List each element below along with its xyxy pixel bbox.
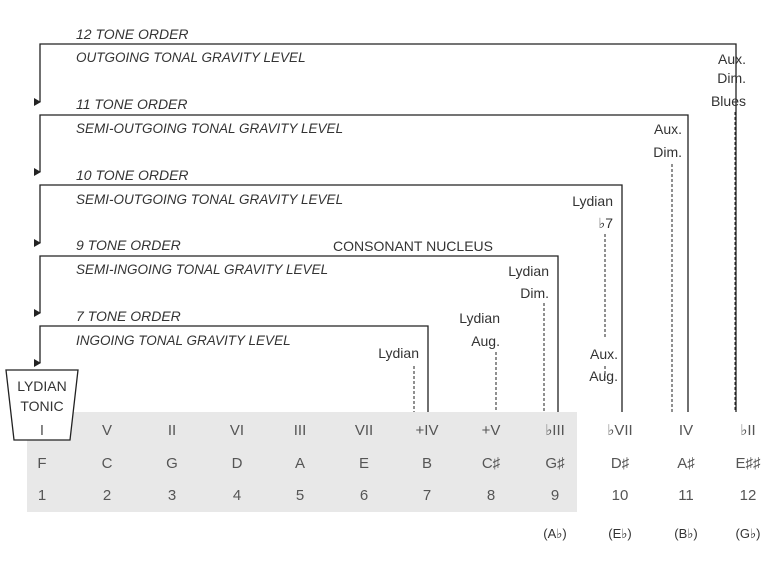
degree-cell: V — [101, 422, 113, 439]
degree-cell: I — [39, 422, 45, 439]
note-cell: C♯ — [481, 455, 501, 472]
note-cell: C — [101, 455, 113, 472]
note-cell: E♯♯ — [735, 455, 761, 472]
lydian-dim-label: Lydian — [508, 263, 549, 279]
order-subtitle: INGOING TONAL GRAVITY LEVEL — [76, 333, 291, 348]
number-cell: 7 — [422, 487, 432, 504]
lydian-tonic-label: TONIC — [20, 398, 64, 414]
number-cell: 5 — [295, 487, 305, 504]
lydian-dim-label: Dim. — [520, 285, 549, 301]
order-title: 12 TONE ORDER — [76, 26, 189, 42]
lydian-aug-label: Lydian — [459, 310, 500, 326]
aux-dim-label: Aux. — [653, 121, 682, 137]
lydian-aug-label: Aug. — [471, 333, 500, 349]
note-cell: F — [37, 455, 47, 472]
number-cell: 4 — [232, 487, 242, 504]
number-cell: 2 — [102, 487, 112, 504]
enharmonic-cell: (B♭) — [674, 526, 698, 541]
aux-dim-blues-label: Blues — [710, 93, 746, 109]
enharmonic-cell: (G♭) — [735, 526, 761, 541]
degree-cell: +IV — [415, 422, 439, 439]
note-cell: D — [231, 455, 243, 472]
note-cell: A — [294, 455, 306, 472]
consonant-nucleus-label: CONSONANT NUCLEUS — [333, 238, 493, 254]
order-subtitle: OUTGOING TONAL GRAVITY LEVEL — [76, 50, 306, 65]
note-cell: D♯ — [610, 455, 630, 472]
number-cell: 1 — [37, 487, 47, 504]
lydian-b7-label: ♭7 — [598, 215, 613, 231]
degree-cell: IV — [678, 422, 694, 439]
aux-aug-label: Aug. — [589, 368, 618, 384]
note-cell: G♯ — [545, 455, 565, 472]
number-cell: 9 — [550, 487, 560, 504]
note-cell: A♯ — [677, 455, 695, 472]
degree-cell: VI — [229, 422, 245, 439]
order-title: 9 TONE ORDER — [76, 237, 181, 253]
note-cell: B — [421, 455, 433, 472]
aux-aug-label: Aux. — [589, 346, 618, 362]
degree-cell: +V — [481, 422, 501, 439]
degree-cell: VII — [354, 422, 374, 439]
aux-dim-label: Dim. — [653, 144, 682, 160]
degree-cell: ♭II — [740, 422, 756, 439]
degree-cell: III — [293, 422, 307, 439]
number-cell: 12 — [739, 487, 757, 504]
number-cell: 10 — [611, 487, 629, 504]
note-cell: G — [166, 455, 178, 472]
order-title: 7 TONE ORDER — [76, 308, 181, 324]
order-subtitle: SEMI-INGOING TONAL GRAVITY LEVEL — [76, 262, 329, 277]
degree-cell: ♭VII — [607, 422, 633, 439]
number-cell: 3 — [167, 487, 177, 504]
degree-cell: ♭III — [545, 422, 565, 439]
order-subtitle: SEMI-OUTGOING TONAL GRAVITY LEVEL — [76, 192, 344, 207]
degree-cell: II — [167, 422, 177, 439]
number-cell: 8 — [486, 487, 496, 504]
enharmonic-cell: (E♭) — [608, 526, 632, 541]
scale-labels — [378, 51, 746, 384]
lydian-b7-label: Lydian — [572, 193, 613, 209]
aux-dim-blues-label: Aux. — [717, 51, 746, 67]
number-cell: 11 — [678, 487, 694, 504]
order-title: 10 TONE ORDER — [76, 167, 189, 183]
lydian-label: Lydian — [378, 345, 419, 361]
number-cell: 6 — [359, 487, 369, 504]
aux-dim-blues-label: Dim. — [717, 70, 746, 86]
order-subtitle: SEMI-OUTGOING TONAL GRAVITY LEVEL — [76, 121, 344, 136]
dashed-connectors — [414, 112, 735, 412]
order-titles — [76, 26, 343, 348]
lydian-tonic-label: LYDIAN — [17, 378, 67, 394]
enharmonics-row — [543, 526, 760, 541]
enharmonic-cell: (A♭) — [543, 526, 567, 541]
note-cell: E — [358, 455, 370, 472]
order-title: 11 TONE ORDER — [76, 96, 188, 112]
